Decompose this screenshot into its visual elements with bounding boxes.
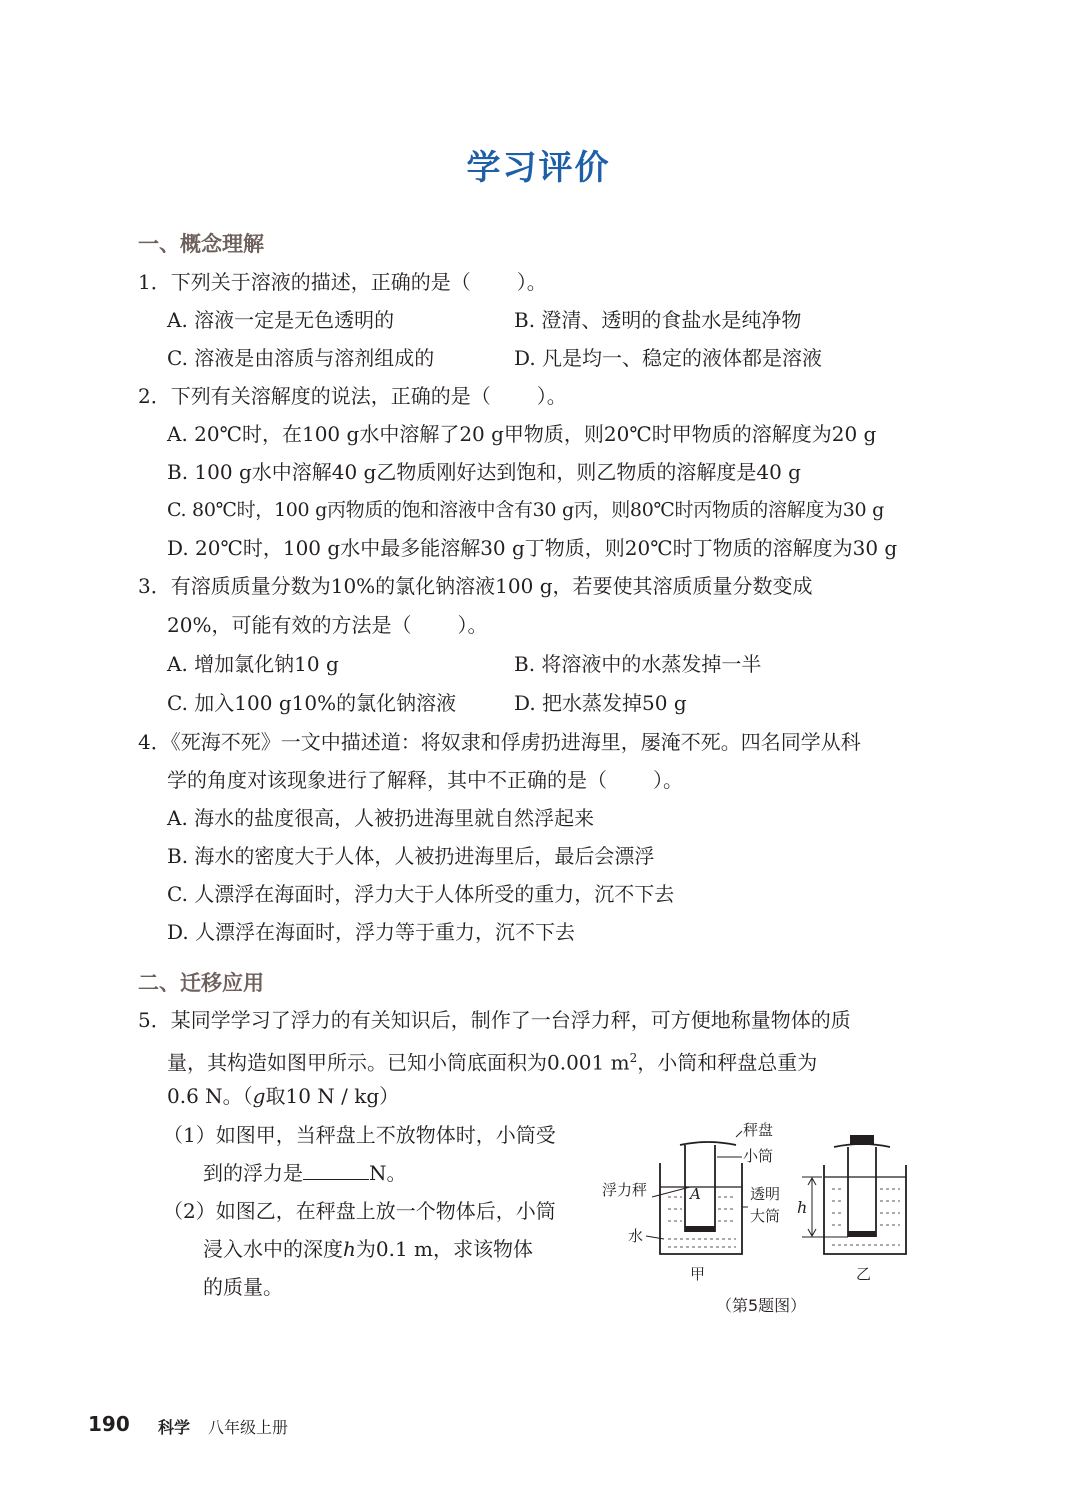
question-4-option-a: A. 海水的盐度很高，人被扔进海里就自然浮起来 bbox=[167, 806, 595, 830]
question-5-sub2-line2: 浸入水中的深度h为0.1 m，求该物体 bbox=[203, 1237, 534, 1261]
figure-yi bbox=[802, 1135, 906, 1254]
question-2-option-d: D. 20℃时，100 g水中最多能溶解30 g丁物质，则20℃时丁物质的溶解度为30 g bbox=[167, 536, 898, 560]
label-A: A bbox=[690, 1185, 701, 1203]
question-2-stem: 2．下列有关溶解度的说法，正确的是（ ）。 bbox=[138, 384, 567, 408]
question-3-option-c: C. 加入100 g10%的氯化钠溶液 bbox=[167, 691, 457, 715]
question-1-option-a: A. 溶液一定是无色透明的 bbox=[167, 308, 395, 332]
label-scale: 浮力秤 bbox=[602, 1181, 648, 1199]
question-5-figure bbox=[596, 1115, 926, 1335]
footer-subject: 科学 bbox=[158, 1418, 191, 1437]
question-4-stem-line2: 学的角度对该现象进行了解释，其中不正确的是（ ）。 bbox=[167, 768, 683, 792]
label-jia: 甲 bbox=[690, 1265, 706, 1283]
section-heading-application: 二、迁移应用 bbox=[138, 971, 264, 995]
question-5-stem-line1: 5．某同学学习了浮力的有关知识后，制作了一台浮力秤，可方便地称量物体的质 bbox=[138, 1008, 851, 1032]
question-4-option-c: C. 人漂浮在海面时，浮力大于人体所受的重力，沉不下去 bbox=[167, 882, 675, 906]
water-leader bbox=[646, 1236, 664, 1239]
question-5-sub1-line2: 到的浮力是 N。 bbox=[203, 1161, 407, 1185]
question-1-option-c: C. 溶液是由溶质与溶剂组成的 bbox=[167, 346, 435, 370]
scale-pan bbox=[680, 1142, 736, 1145]
question-5-stem-line2: 量，其构造如图甲所示。已知小筒底面积为0.001 $m^2$，小筒和秤盘总重为 bbox=[167, 1050, 818, 1075]
question-1-stem: 1．下列关于溶液的描述，正确的是（ ）。 bbox=[138, 270, 547, 294]
question-2-option-c: C. 80℃时，100 g丙物质的饱和溶液中含有30 g丙，则80℃时丙物质的溶解度为30 g bbox=[167, 499, 884, 521]
small-tube-base-yi bbox=[848, 1231, 876, 1237]
question-5-sub2-line3: 的质量。 bbox=[203, 1275, 283, 1299]
question-2-option-b: B. 100 g水中溶解40 g乙物质刚好达到饱和，则乙物质的溶解度是40 g bbox=[167, 460, 801, 484]
question-4-option-b: B. 海水的密度大于人体，人被扔进海里后，最后会漂浮 bbox=[167, 844, 655, 868]
question-3-stem-line2: 20%，可能有效的方法是（ ）。 bbox=[167, 613, 488, 637]
question-1-option-d: D. 凡是均一、稳定的液体都是溶液 bbox=[514, 346, 823, 370]
question-5-sub1-line1: （1）如图甲，当秤盘上不放物体时，小筒受 bbox=[163, 1123, 556, 1147]
label-pan: 秤盘 bbox=[743, 1121, 774, 1139]
question-5-sub2-line1: （2）如图乙，在秤盘上放一个物体后，小筒 bbox=[163, 1199, 556, 1223]
label-h: h bbox=[797, 1198, 808, 1217]
buoyancy-scale-diagram bbox=[596, 1115, 926, 1335]
section-heading-concept: 一、概念理解 bbox=[138, 232, 264, 256]
page-title: 学习评价 bbox=[466, 148, 611, 188]
footer-grade: 八年级上册 bbox=[208, 1418, 289, 1437]
pan-leader bbox=[736, 1131, 742, 1137]
scale-pan-yi bbox=[834, 1144, 890, 1147]
question-4-stem-line1: 4．《死海不死》一文中描述道：将奴隶和俘虏扔进海里，屡淹不死。四名同学从科 bbox=[138, 730, 861, 754]
question-3-option-a: A. 增加氯化钠10 g bbox=[167, 652, 339, 676]
question-5-stem-line3: 0.6 N。（g取10 N / kg） bbox=[167, 1084, 400, 1108]
question-2-option-a: A. 20℃时，在100 g水中溶解了20 g甲物质，则20℃时甲物质的溶解度为20 g bbox=[167, 422, 877, 446]
question-4-option-d: D. 人漂浮在海面时，浮力等于重力，沉不下去 bbox=[167, 920, 576, 944]
figure-caption: （第5题图） bbox=[716, 1296, 807, 1315]
page-number: 190 bbox=[88, 1412, 130, 1436]
label-water: 水 bbox=[628, 1227, 644, 1245]
label-tube: 小筒 bbox=[743, 1147, 774, 1165]
label-yi: 乙 bbox=[856, 1265, 872, 1283]
big-tube-yi bbox=[824, 1165, 906, 1254]
question-1-option-b: B. 澄清、透明的食盐水是纯净物 bbox=[514, 308, 802, 332]
big-tube bbox=[660, 1163, 742, 1254]
label-clear: 透明 bbox=[750, 1185, 781, 1203]
question-3-option-b: B. 将溶液中的水蒸发掉一半 bbox=[514, 652, 762, 676]
question-3-stem-line1: 3．有溶质质量分数为10%的氯化钠溶液100 g，若要使其溶质质量分数变成 bbox=[138, 574, 813, 598]
question-3-option-d: D. 把水蒸发掉50 g bbox=[514, 691, 687, 715]
label-big-tube: 大筒 bbox=[750, 1207, 781, 1225]
answer-blank bbox=[303, 1159, 369, 1180]
small-tube-base bbox=[685, 1226, 715, 1232]
